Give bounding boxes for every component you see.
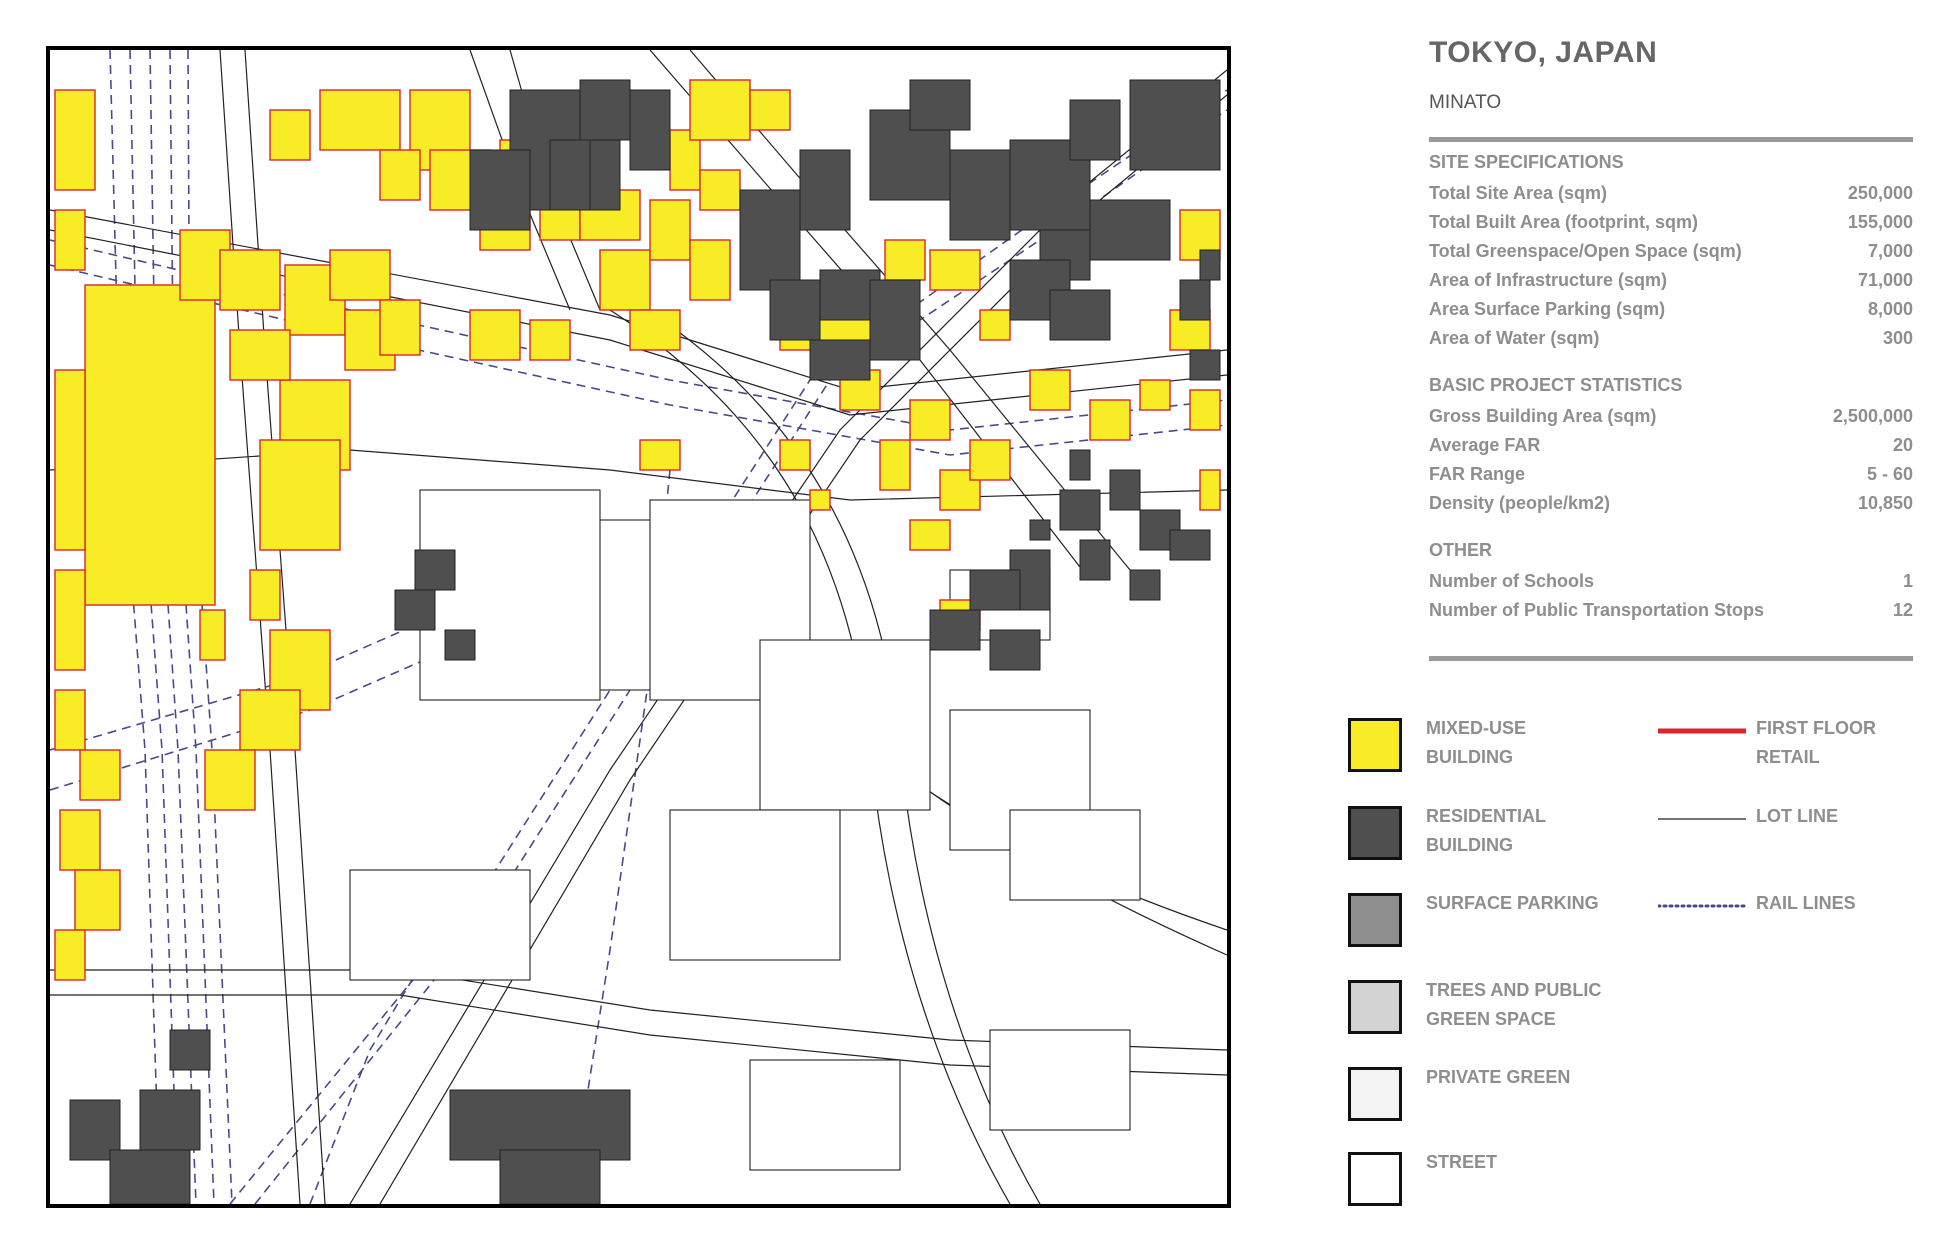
- residential-building: [950, 150, 1010, 240]
- residential-building: [1170, 530, 1210, 560]
- residential-building: [445, 630, 475, 660]
- mixed-use-building: [220, 250, 280, 310]
- residential-building: [870, 280, 920, 360]
- mixed-use-building: [55, 210, 85, 270]
- mixed-use-building: [880, 440, 910, 490]
- residential-building: [1130, 570, 1160, 600]
- mixed-use-building: [85, 285, 215, 605]
- mixed-use-building: [650, 200, 690, 260]
- legend-label: STREET: [1426, 1152, 1498, 1172]
- mixed-use-building: [750, 90, 790, 130]
- residential-building: [550, 140, 590, 210]
- residential-building: [1070, 100, 1120, 160]
- mixed-use-building: [1090, 400, 1130, 440]
- mixed-use-building: [810, 490, 830, 510]
- stat-value: 5 - 60: [1866, 464, 1913, 484]
- rail-line: [310, 950, 430, 1204]
- residential-building: [990, 630, 1040, 670]
- mixed-use-building: [1200, 470, 1220, 510]
- residential-building: [810, 340, 870, 380]
- mixed-use-building: [380, 150, 420, 200]
- district-subtitle: MINATO: [1429, 92, 1502, 113]
- stat-value: 7,000: [1867, 241, 1913, 261]
- mixed-use-building: [640, 440, 680, 470]
- mixed-use-building: [230, 330, 290, 380]
- stat-value: 250,000: [1847, 183, 1913, 203]
- mixed-use-building: [690, 80, 750, 140]
- legend-line-symbol: [1658, 900, 1748, 912]
- residential-building: [1090, 200, 1170, 260]
- lot-outline: [420, 490, 600, 700]
- legend-label: TREES AND PUBLIC GREEN SPACE: [1426, 980, 1602, 1029]
- map-canvas[interactable]: [50, 50, 1227, 1204]
- mixed-use-building: [55, 90, 95, 190]
- legend-line-symbol: [1658, 725, 1748, 737]
- lot-outline: [990, 1030, 1130, 1130]
- section-heading: BASIC PROJECT STATISTICS: [1429, 375, 1683, 395]
- stat-value: 12: [1892, 600, 1913, 620]
- mixed-use-building: [60, 810, 100, 870]
- mixed-use-building: [55, 370, 85, 550]
- legend-label: RAIL LINES: [1756, 893, 1856, 913]
- mixed-use-building: [320, 90, 400, 150]
- residential-building: [910, 80, 970, 130]
- street-edge: [50, 450, 1227, 500]
- stat-label: Area Surface Parking (sqm): [1429, 299, 1666, 319]
- street-edge: [245, 50, 325, 1204]
- mixed-use-building: [80, 750, 120, 800]
- divider: [1429, 656, 1913, 661]
- residential-building: [800, 150, 850, 230]
- stat-label: Number of Public Transportation Stops: [1429, 600, 1765, 620]
- legend-swatch: [1348, 893, 1402, 947]
- stat-row: [1429, 324, 1913, 353]
- residential-building: [170, 1030, 210, 1070]
- lot-outline: [760, 640, 930, 810]
- residential-building: [1200, 250, 1220, 280]
- legend-swatch: [1348, 1152, 1402, 1206]
- mixed-use-building: [55, 570, 85, 670]
- mixed-use-building: [930, 250, 980, 290]
- mixed-use-building: [1140, 380, 1170, 410]
- legend-label: LOT LINE: [1756, 806, 1838, 826]
- stat-row: [1429, 208, 1913, 237]
- residential-building: [470, 150, 530, 230]
- stat-label: Area of Water (sqm): [1429, 328, 1600, 348]
- stat-row: [1429, 179, 1913, 208]
- residential-building: [1030, 520, 1050, 540]
- street-edge: [220, 50, 300, 1204]
- residential-building: [580, 80, 630, 140]
- stat-row: [1429, 295, 1913, 324]
- residential-building: [1070, 450, 1090, 480]
- stat-row: [1429, 460, 1913, 489]
- residential-building: [1080, 540, 1110, 580]
- residential-building: [740, 190, 800, 290]
- residential-building: [1130, 80, 1220, 170]
- mixed-use-building: [885, 240, 925, 280]
- legend-swatch: [1348, 806, 1402, 860]
- mixed-use-building: [55, 930, 85, 980]
- stat-label: FAR Range: [1429, 464, 1526, 484]
- mixed-use-building: [250, 570, 280, 620]
- stat-row: [1429, 431, 1913, 460]
- stat-value: 2,500,000: [1832, 406, 1913, 426]
- stat-value: 300: [1882, 328, 1913, 348]
- section-heading: OTHER: [1429, 540, 1492, 560]
- stat-value: 8,000: [1867, 299, 1913, 319]
- legend-swatch: [1348, 1067, 1402, 1121]
- residential-building: [500, 1150, 600, 1204]
- stat-label: Average FAR: [1429, 435, 1541, 455]
- stat-label: Area of Infrastructure (sqm): [1429, 270, 1668, 290]
- residential-building: [970, 570, 1020, 610]
- stat-row: [1429, 596, 1913, 625]
- stat-row: [1429, 567, 1913, 596]
- mixed-use-building: [260, 440, 340, 550]
- mixed-use-building: [240, 690, 300, 750]
- mixed-use-building: [970, 440, 1010, 480]
- stat-label: Total Greenspace/Open Space (sqm): [1429, 241, 1742, 261]
- legend-label: SURFACE PARKING: [1426, 893, 1599, 913]
- stat-value: 1: [1902, 571, 1913, 591]
- stat-value: 20: [1892, 435, 1913, 455]
- mixed-use-building: [330, 250, 390, 300]
- residential-building: [930, 610, 980, 650]
- legend-label: RESIDENTIAL BUILDING: [1426, 806, 1547, 855]
- stat-label: Total Built Area (footprint, sqm): [1429, 212, 1698, 232]
- legend-swatch: [1348, 980, 1402, 1034]
- mixed-use-building: [205, 750, 255, 810]
- mixed-use-building: [700, 170, 740, 210]
- residential-building: [1060, 490, 1100, 530]
- residential-building: [1050, 290, 1110, 340]
- legend-swatch: [1348, 718, 1402, 772]
- residential-building: [1190, 350, 1220, 380]
- stat-row: [1429, 489, 1913, 518]
- residential-building: [110, 1150, 190, 1204]
- mixed-use-building: [980, 310, 1010, 340]
- divider: [1429, 137, 1913, 142]
- mixed-use-building: [200, 610, 225, 660]
- lot-outline: [1010, 810, 1140, 900]
- mixed-use-building: [630, 310, 680, 350]
- stat-label: Density (people/km2): [1429, 493, 1611, 513]
- mixed-use-building: [600, 250, 650, 310]
- residential-building: [770, 280, 820, 340]
- legend-label: PRIVATE GREEN: [1426, 1067, 1571, 1087]
- project-statistics-section: [1429, 375, 1913, 518]
- section-heading: SITE SPECIFICATIONS: [1429, 152, 1624, 172]
- mixed-use-building: [380, 300, 420, 355]
- mixed-use-building: [780, 440, 810, 470]
- stat-label: Number of Schools: [1429, 571, 1595, 591]
- city-title: TOKYO, JAPAN: [1429, 36, 1658, 69]
- mixed-use-building: [910, 400, 950, 440]
- residential-building: [1180, 280, 1210, 320]
- stat-row: [1429, 266, 1913, 295]
- residential-building: [630, 90, 670, 170]
- lot-outline: [350, 870, 530, 980]
- mixed-use-building: [530, 320, 570, 360]
- residential-building: [415, 550, 455, 590]
- mixed-use-building: [690, 240, 730, 300]
- site-map[interactable]: [46, 46, 1231, 1208]
- residential-building: [1110, 470, 1140, 510]
- residential-building: [395, 590, 435, 630]
- stat-row: [1429, 237, 1913, 266]
- stat-label: Total Site Area (sqm): [1429, 183, 1608, 203]
- stat-value: 10,850: [1857, 493, 1913, 513]
- stat-row: [1429, 402, 1913, 431]
- legend-label: FIRST FLOOR RETAIL: [1756, 718, 1876, 767]
- lot-outline: [750, 1060, 900, 1170]
- mixed-use-building: [270, 110, 310, 160]
- mixed-use-building: [1030, 370, 1070, 410]
- legend-line-symbol: [1658, 813, 1748, 825]
- legend-label: MIXED-USE BUILDING: [1426, 718, 1527, 767]
- stat-value: 71,000: [1857, 270, 1913, 290]
- mixed-use-building: [75, 870, 120, 930]
- site-specifications-section: [1429, 152, 1913, 353]
- mixed-use-building: [910, 520, 950, 550]
- stat-value: 155,000: [1847, 212, 1913, 232]
- residential-building: [140, 1090, 200, 1150]
- mixed-use-building: [55, 690, 85, 750]
- stat-label: Gross Building Area (sqm): [1429, 406, 1657, 426]
- mixed-use-building: [470, 310, 520, 360]
- other-section: [1429, 540, 1913, 625]
- info-panel: [1429, 36, 1913, 661]
- lot-outline: [670, 810, 840, 960]
- mixed-use-building: [1190, 390, 1220, 430]
